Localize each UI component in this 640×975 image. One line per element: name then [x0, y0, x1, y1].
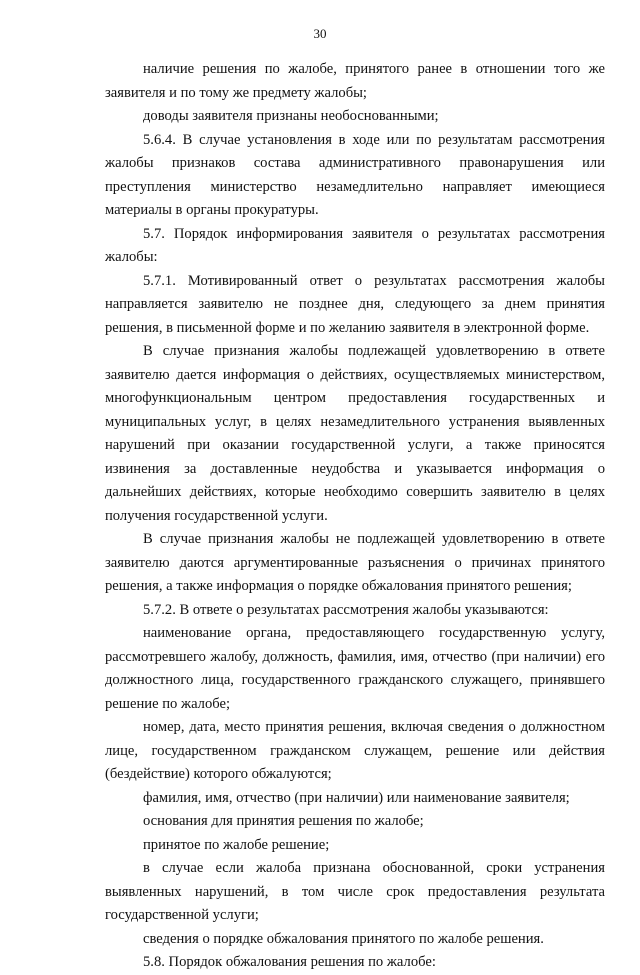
paragraph-2: доводы заявителя признаны необоснованными; — [143, 108, 439, 124]
paragraph-13: принятое по жалобе решение; — [143, 836, 330, 853]
paragraph-9: наименование органа, предоставляющего государственную услугу, рассмотревшего жалобу, должность, фамилия, имя, отчество (при наличии) его должностного лица, государственного гражданского служащего, принявшего решение по жалобе; — [105, 625, 605, 712]
document-body — [105, 58, 605, 975]
paragraph-8: 5.7.2. В ответе о результатах рассмотрения жалобы указываются: — [143, 601, 549, 618]
paragraph-10: номер, дата, место принятия решения, включая сведения о должностном лице, государственном гражданском служащем, решение или действия (бездействие) которого обжалуются; — [105, 719, 605, 782]
paragraph-11: фамилия, имя, отчество (при наличии) или наименование заявителя; — [143, 789, 570, 806]
paragraph-15: сведения о порядке обжалования принятого по жалобе решения. — [143, 930, 544, 947]
paragraph-3: 5.6.4. В случае установления в ходе или по результатам рассмотрения жалобы признаков состава административного правонарушения или преступления министерство незамедлительно направляет имеющиеся материалы в органы прокуратуры. — [105, 131, 605, 218]
page-number: 30 — [313, 26, 327, 41]
paragraph-1: наличие решения по жалобе, принятого ранее в отношении того же заявителя и по тому же предмету жалобы; — [105, 61, 605, 101]
paragraph-12: основания для принятия решения по жалобе; — [143, 813, 424, 829]
paragraph-14: в случае если жалоба признана обоснованной, сроки устранения выявленных нарушений, в том числе срок предоставления результата государственной услуги; — [105, 860, 605, 923]
paragraph-7: В случае признания жалобы не подлежащей удовлетворению в ответе заявителю даются аргументированные разъяснения о причинах принятого решения, а также информация о порядке обжалования принятого решения; — [105, 531, 605, 594]
paragraph-6: В случае признания жалобы подлежащей удовлетворению в ответе заявителю дается информация о действиях, осуществляемых министерством, многофункциональным центром предоставления государственных и муниципальных услуг, в целях незамедлительного устранения выявленных нарушений при оказании государственной услуги, а также приносятся извинения за доставленные неудобства и указывается информация о дальнейших действиях, которые необходимо совершить заявителю в целях получения государственной услуги. — [105, 343, 605, 524]
paragraph-4: 5.7. Порядок информирования заявителя о результатах рассмотрения жалобы: — [105, 225, 605, 265]
paragraph-5: 5.7.1. Мотивированный ответ о результатах рассмотрения жалобы направляется заявителю не позднее дня, следующего за днем принятия решения, в письменной форме и по желанию заявителя в электронной форме. — [105, 272, 605, 336]
paragraph-16: 5.8. Порядок обжалования решения по жалобе: — [143, 954, 436, 970]
